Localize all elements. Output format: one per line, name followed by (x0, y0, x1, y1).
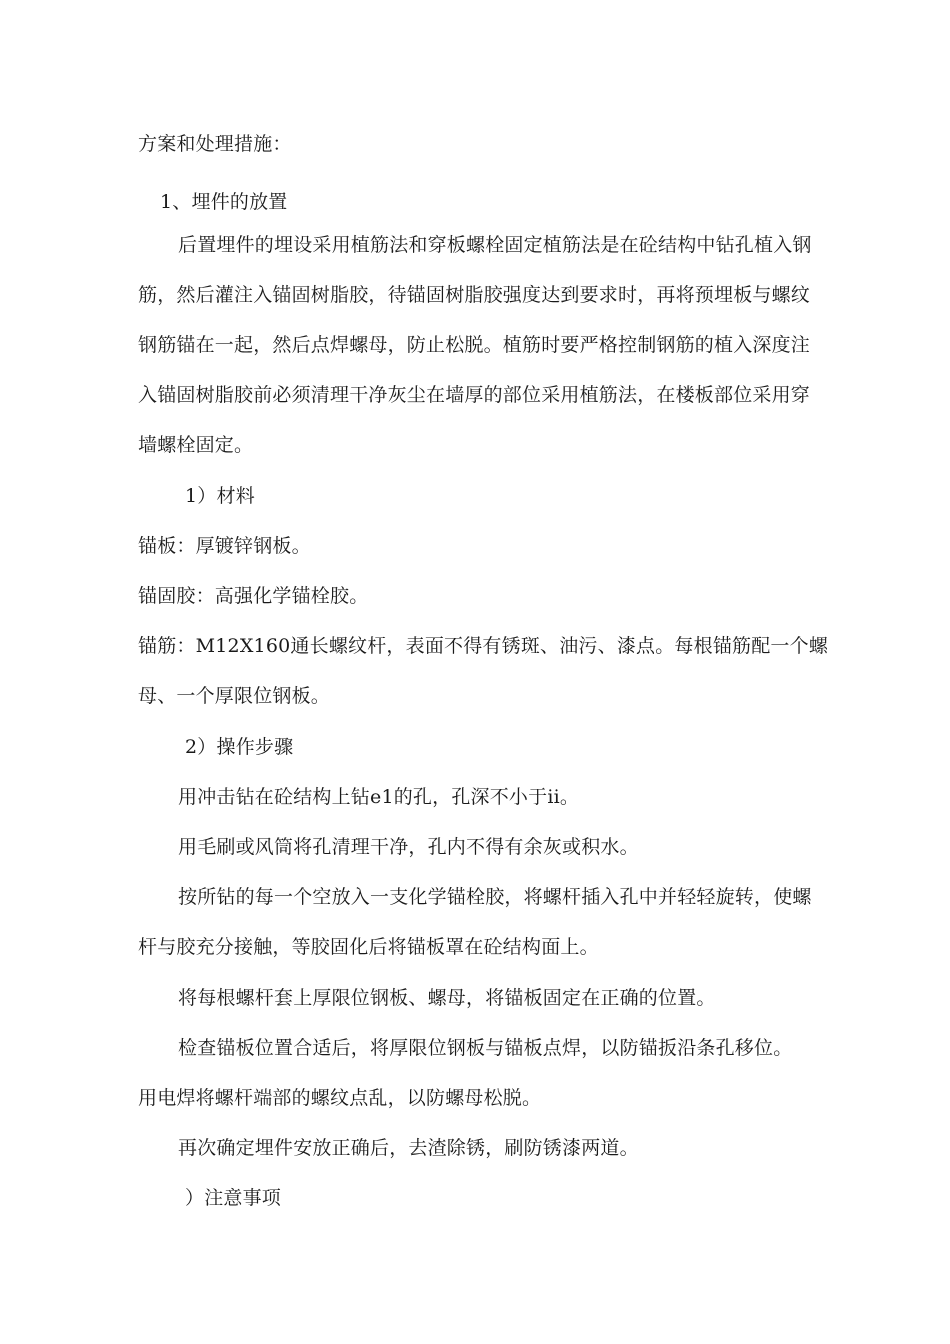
item-heading: ）注意事项 (185, 1187, 282, 1209)
paragraph-line: 锚板：厚镀锌钢板。 (138, 535, 311, 557)
paragraph-line: 用冲击钻在砼结构上钻e1的孔，孔深不小于ii。 (178, 786, 580, 808)
item-heading: 1）材料 (185, 485, 255, 507)
paragraph-line: 再次确定埋件安放正确后，去渣除锈，刷防锈漆两道。 (178, 1137, 639, 1159)
paragraph-line: 筋，然后灌注入锚固树脂胶，待锚固树脂胶强度达到要求时，再将预埋板与螺纹 (138, 284, 811, 306)
paragraph-line: 用电焊将螺杆端部的螺纹点乱，以防螺母松脱。 (138, 1087, 542, 1109)
paragraph-line: 检查锚板位置合适后，将厚限位钢板与锚板点焊，以防锚扳沿条孔移位。 (178, 1037, 793, 1059)
paragraph-line: 入锚固树脂胶前必须清理干净灰尘在墙厚的部位采用植筋法，在楼板部位采用穿 (138, 384, 811, 406)
paragraph-line: 用毛刷或风筒将孔清理干净，孔内不得有余灰或积水。 (178, 836, 639, 858)
paragraph-line: 按所钻的每一个空放入一支化学锚栓胶，将螺杆插入孔中并轻轻旋转，使螺 (178, 886, 812, 908)
paragraph-line: 母、一个厚限位钢板。 (138, 685, 331, 707)
item-heading: 2）操作步骤 (185, 736, 294, 758)
paragraph-line: 杆与胶充分接触，等胶固化后将锚板罩在砼结构面上。 (138, 936, 599, 958)
paragraph-line: 锚固胶：高强化学锚栓胶。 (138, 585, 369, 607)
paragraph-line: 钢筋锚在一起，然后点焊螺母，防止松脱。植筋时要严格控制钢筋的植入深度注 (138, 334, 811, 356)
paragraph-line: 墙螺栓固定。 (138, 434, 254, 456)
section-heading: 方案和处理措施： (138, 133, 292, 155)
paragraph-line: 后置埋件的埋设采用植筋法和穿板螺栓固定植筋法是在砼结构中钻孔植入钢 (178, 234, 812, 256)
paragraph-line: 将每根螺杆套上厚限位钢板、螺母，将锚板固定在正确的位置。 (178, 987, 716, 1009)
subsection-heading: 1、埋件的放置 (160, 191, 288, 213)
paragraph-line: 锚筋：M12X160通长螺纹杆，表面不得有锈斑、油污、漆点。每根锚筋配一个螺 (138, 635, 829, 657)
